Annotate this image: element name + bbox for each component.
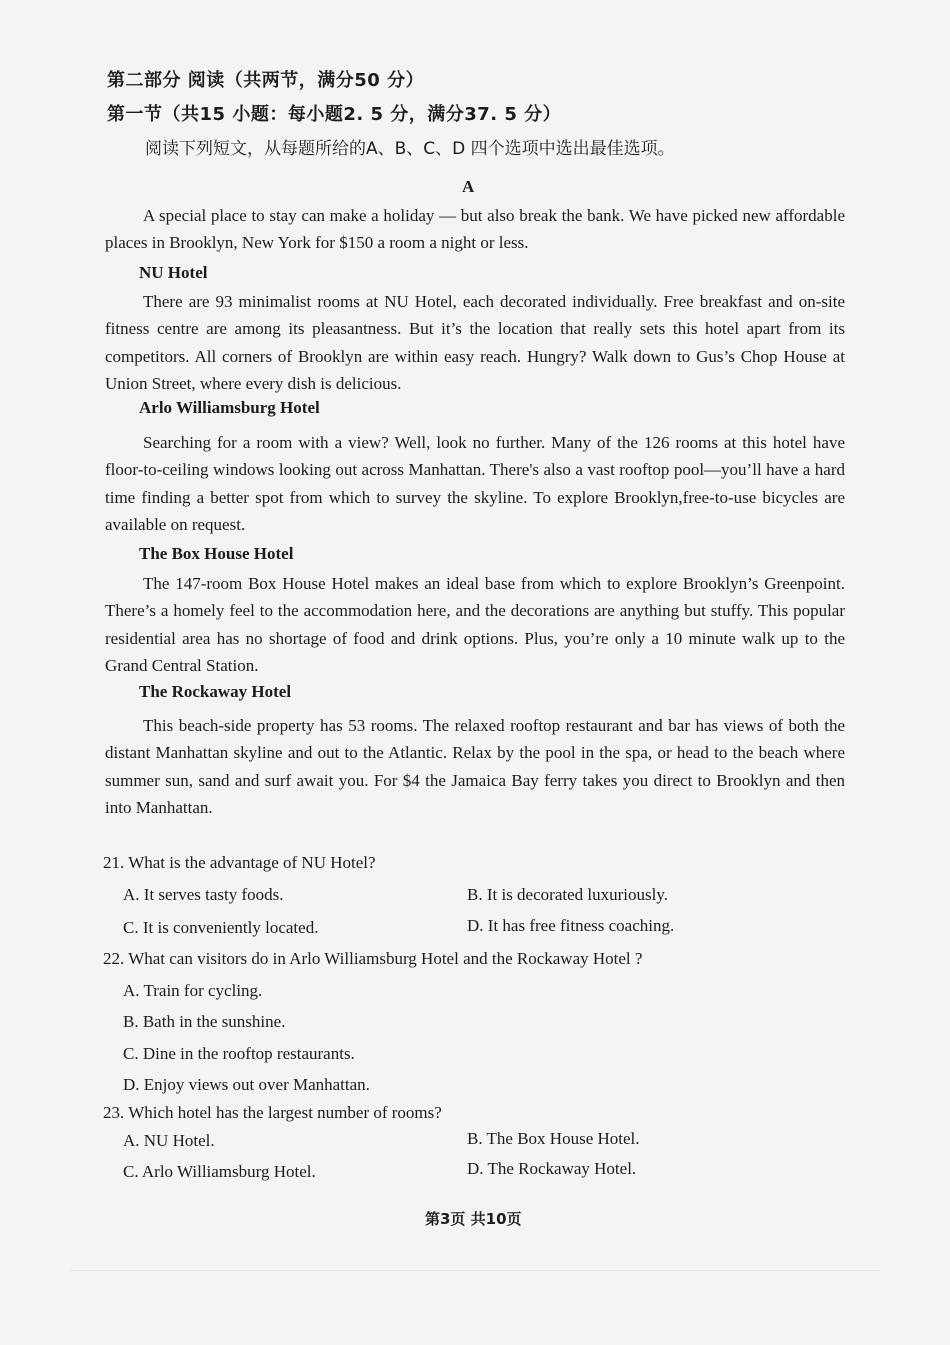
question-23-option-a[interactable]: A. NU Hotel. [123, 1131, 215, 1150]
hotel-heading-box-house: The Box House Hotel [139, 544, 294, 563]
question-23-stem: 23. Which hotel has the largest number of rooms? [103, 1103, 442, 1122]
question-21-option-c[interactable]: C. It is conveniently located. [123, 918, 319, 937]
question-21-option-a[interactable]: A. It serves tasty foods. [123, 885, 284, 904]
hotel-text-box-house: The 147-room Box House Hotel makes an ideal base from which to explore Brooklyn’s Greenpoint. There’s a homely feel to the accommodation here, and the decorations are anything but stuffy. This popular residential area has no shortage of food and drink options. Plus, you’re only a 10 minute walk up to the Grand Central Station. [105, 574, 845, 675]
question-21-option-d[interactable]: D. It has free fitness coaching. [467, 916, 675, 935]
question-23-option-c[interactable]: C. Arlo Williamsburg Hotel. [123, 1162, 316, 1181]
question-22-option-a[interactable]: A. Train for cycling. [123, 981, 263, 1000]
question-23-option-b[interactable]: B. The Box House Hotel. [467, 1129, 640, 1148]
question-22-stem: 22. What can visitors do in Arlo Williamsburg Hotel and the Rockaway Hotel ? [103, 949, 643, 968]
hotel-text-nu: There are 93 minimalist rooms at NU Hotel, each decorated individually. Free breakfast and on-site fitness centre are among its pleasantness. But it’s the location that really sets this hotel apart from its competitors. All corners of Brooklyn are within easy reach. Hungry? Walk down to Gus’s Chop House at Union Street, where every dish is delicious. [105, 292, 845, 393]
passage-intro: A special place to stay can make a holiday — but also break the bank. We have picked new affordable places in Brooklyn, New York for $150 a room a night or less. [105, 206, 845, 253]
hotel-text-arlo: Searching for a room with a view? Well, look no further. Many of the 126 rooms at this hotel have floor-to-ceiling windows looking out across Manhattan. There's also a vast rooftop pool—you’ll have a hard time finding a better spot from which to survey the skyline. To explore Brooklyn,free-to-use bicycles are available on request. [105, 433, 845, 534]
question-22-option-c[interactable]: C. Dine in the rooftop restaurants. [123, 1044, 355, 1063]
hotel-text-rockaway: This beach-side property has 53 rooms. The relaxed rooftop restaurant and bar has views of both the distant Manhattan skyline and out to the Atlantic. Relax by the pool in the spa, or head to the beach where summer sun, sand and surf await you. For $4 the Jamaica Bay ferry takes you direct to Brooklyn and then into Manhattan. [105, 716, 845, 817]
question-22-option-b[interactable]: B. Bath in the sunshine. [123, 1012, 286, 1031]
hotel-heading-rockaway: The Rockaway Hotel [139, 682, 292, 701]
hotel-heading-arlo: Arlo Williamsburg Hotel [139, 398, 320, 417]
question-21-option-b[interactable]: B. It is decorated luxuriously. [467, 885, 668, 904]
instruction: 阅读下列短文，从每题所给的A、B、C、D 四个选项中选出最佳选项。 [145, 139, 675, 159]
part-title: 第二部分 阅读（共两节，满分50 分） [107, 70, 425, 91]
passage-label: A [462, 177, 475, 196]
hotel-heading-nu: NU Hotel [139, 263, 208, 282]
page-bottom-rule [70, 1270, 880, 1271]
page-number: 第3页 共10页 [425, 1210, 522, 1228]
question-21-stem: 21. What is the advantage of NU Hotel? [103, 853, 376, 872]
question-23-option-d[interactable]: D. The Rockaway Hotel. [467, 1159, 637, 1178]
section-title: 第一节（共15 小题：每小题2. 5 分，满分37. 5 分） [107, 104, 562, 125]
question-22-option-d[interactable]: D. Enjoy views out over Manhattan. [123, 1075, 370, 1094]
